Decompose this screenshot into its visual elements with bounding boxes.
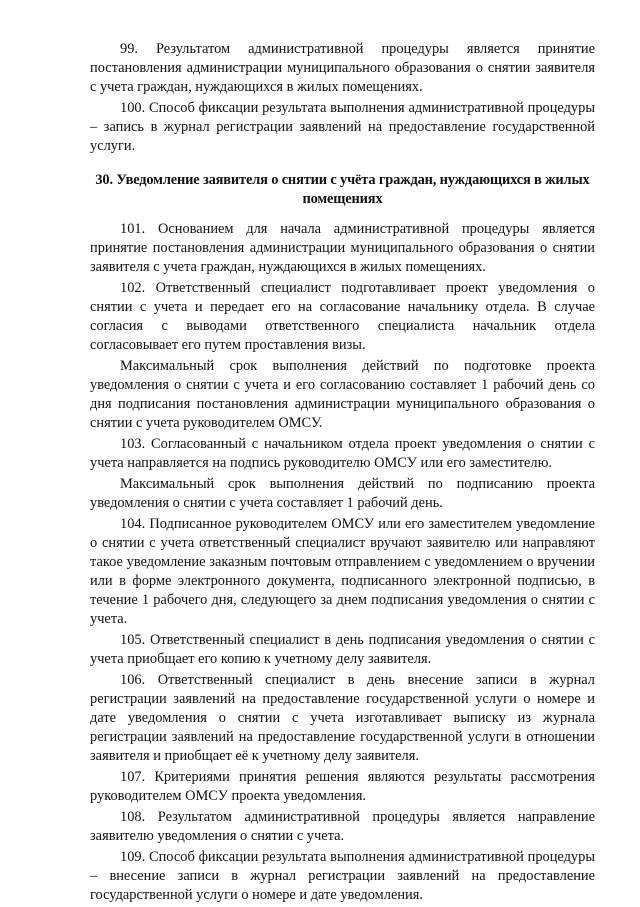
paragraph-104: 104. Подписанное руководителем ОМСУ или его заместителем уведомление о снятии с учета ответственный специалист вручают заявителю или направляют такое уведомление заказным почтовым отправлением с уведомлением о вручении или в форме электронного документа, подписанного электронной подписью, в течение 1 рабочего дня, следующего за днем подписания уведомления о снятии с учета. xyxy=(90,516,595,627)
paragraph-103: 103. Согласованный с начальником отдела проект уведомления о снятии с учета направляется на подпись руководителю ОМСУ или его заместителю. xyxy=(90,436,595,471)
paragraph-103-deadline: Максимальный срок выполнения действий по подписанию проекта уведомления о снятии с учета составляет 1 рабочий день. xyxy=(90,476,595,511)
paragraph-109: 109. Способ фиксации результата выполнения административной процедуры – внесение записи в журнал регистрации заявлений на предоставление государственной услуги о номере и дате уведомления. xyxy=(90,849,595,903)
paragraph-105: 105. Ответственный специалист в день подписания уведомления о снятии с учета приобщает его копию к учетному делу заявителя. xyxy=(90,632,595,667)
paragraph-100: 100. Способ фиксации результата выполнения административной процедуры – запись в журнал регистрации заявлений на предоставление государственной услуги. xyxy=(90,100,595,154)
section-heading: 30. Уведомление заявителя о снятии с учёта граждан, нуждающихся в жилых помещениях xyxy=(95,172,590,207)
paragraph-107: 107. Критериями принятия решения являются результаты рассмотрения руководителем ОМСУ проекта уведомления. xyxy=(90,769,595,804)
paragraph-108: 108. Результатом административной процедуры является направление заявителю уведомления о снятии с учета. xyxy=(90,809,595,844)
paragraph-101: 101. Основанием для начала административной процедуры является принятие постановления администрации муниципального образования о снятии заявителя с учета граждан, нуждающихся в жилых помещениях. xyxy=(90,221,595,275)
paragraph-102: 102. Ответственный специалист подготавливает проект уведомления о снятии с учета и передает его на согласование начальнику отдела. В случае согласия с выводами ответственного специалиста начальник отдела согласовывает его путем проставления визы. xyxy=(90,280,595,353)
paragraph-106: 106. Ответственный специалист в день внесение записи в журнал регистрации заявлений на предоставление государственной услуги о номере и дате уведомления о снятии с учета изготавливает выписку из журнала регистрации заявлений на предоставление государственной услуги в отношении заявителя и приобщает её к учетному делу заявителя. xyxy=(90,672,595,764)
paragraph-99: 99. Результатом административной процедуры является принятие постановления администрации муниципального образования о снятии заявителя с учета граждан, нуждающихся в жилых помещениях. xyxy=(90,41,595,95)
paragraph-102-deadline: Максимальный срок выполнения действий по подготовке проекта уведомления о снятии с учета и его согласованию составляет 1 рабочий день со дня подписания постановления администрации муниципального образования о снятии с учета руководителем ОМСУ. xyxy=(90,358,595,431)
document-page xyxy=(90,40,595,907)
